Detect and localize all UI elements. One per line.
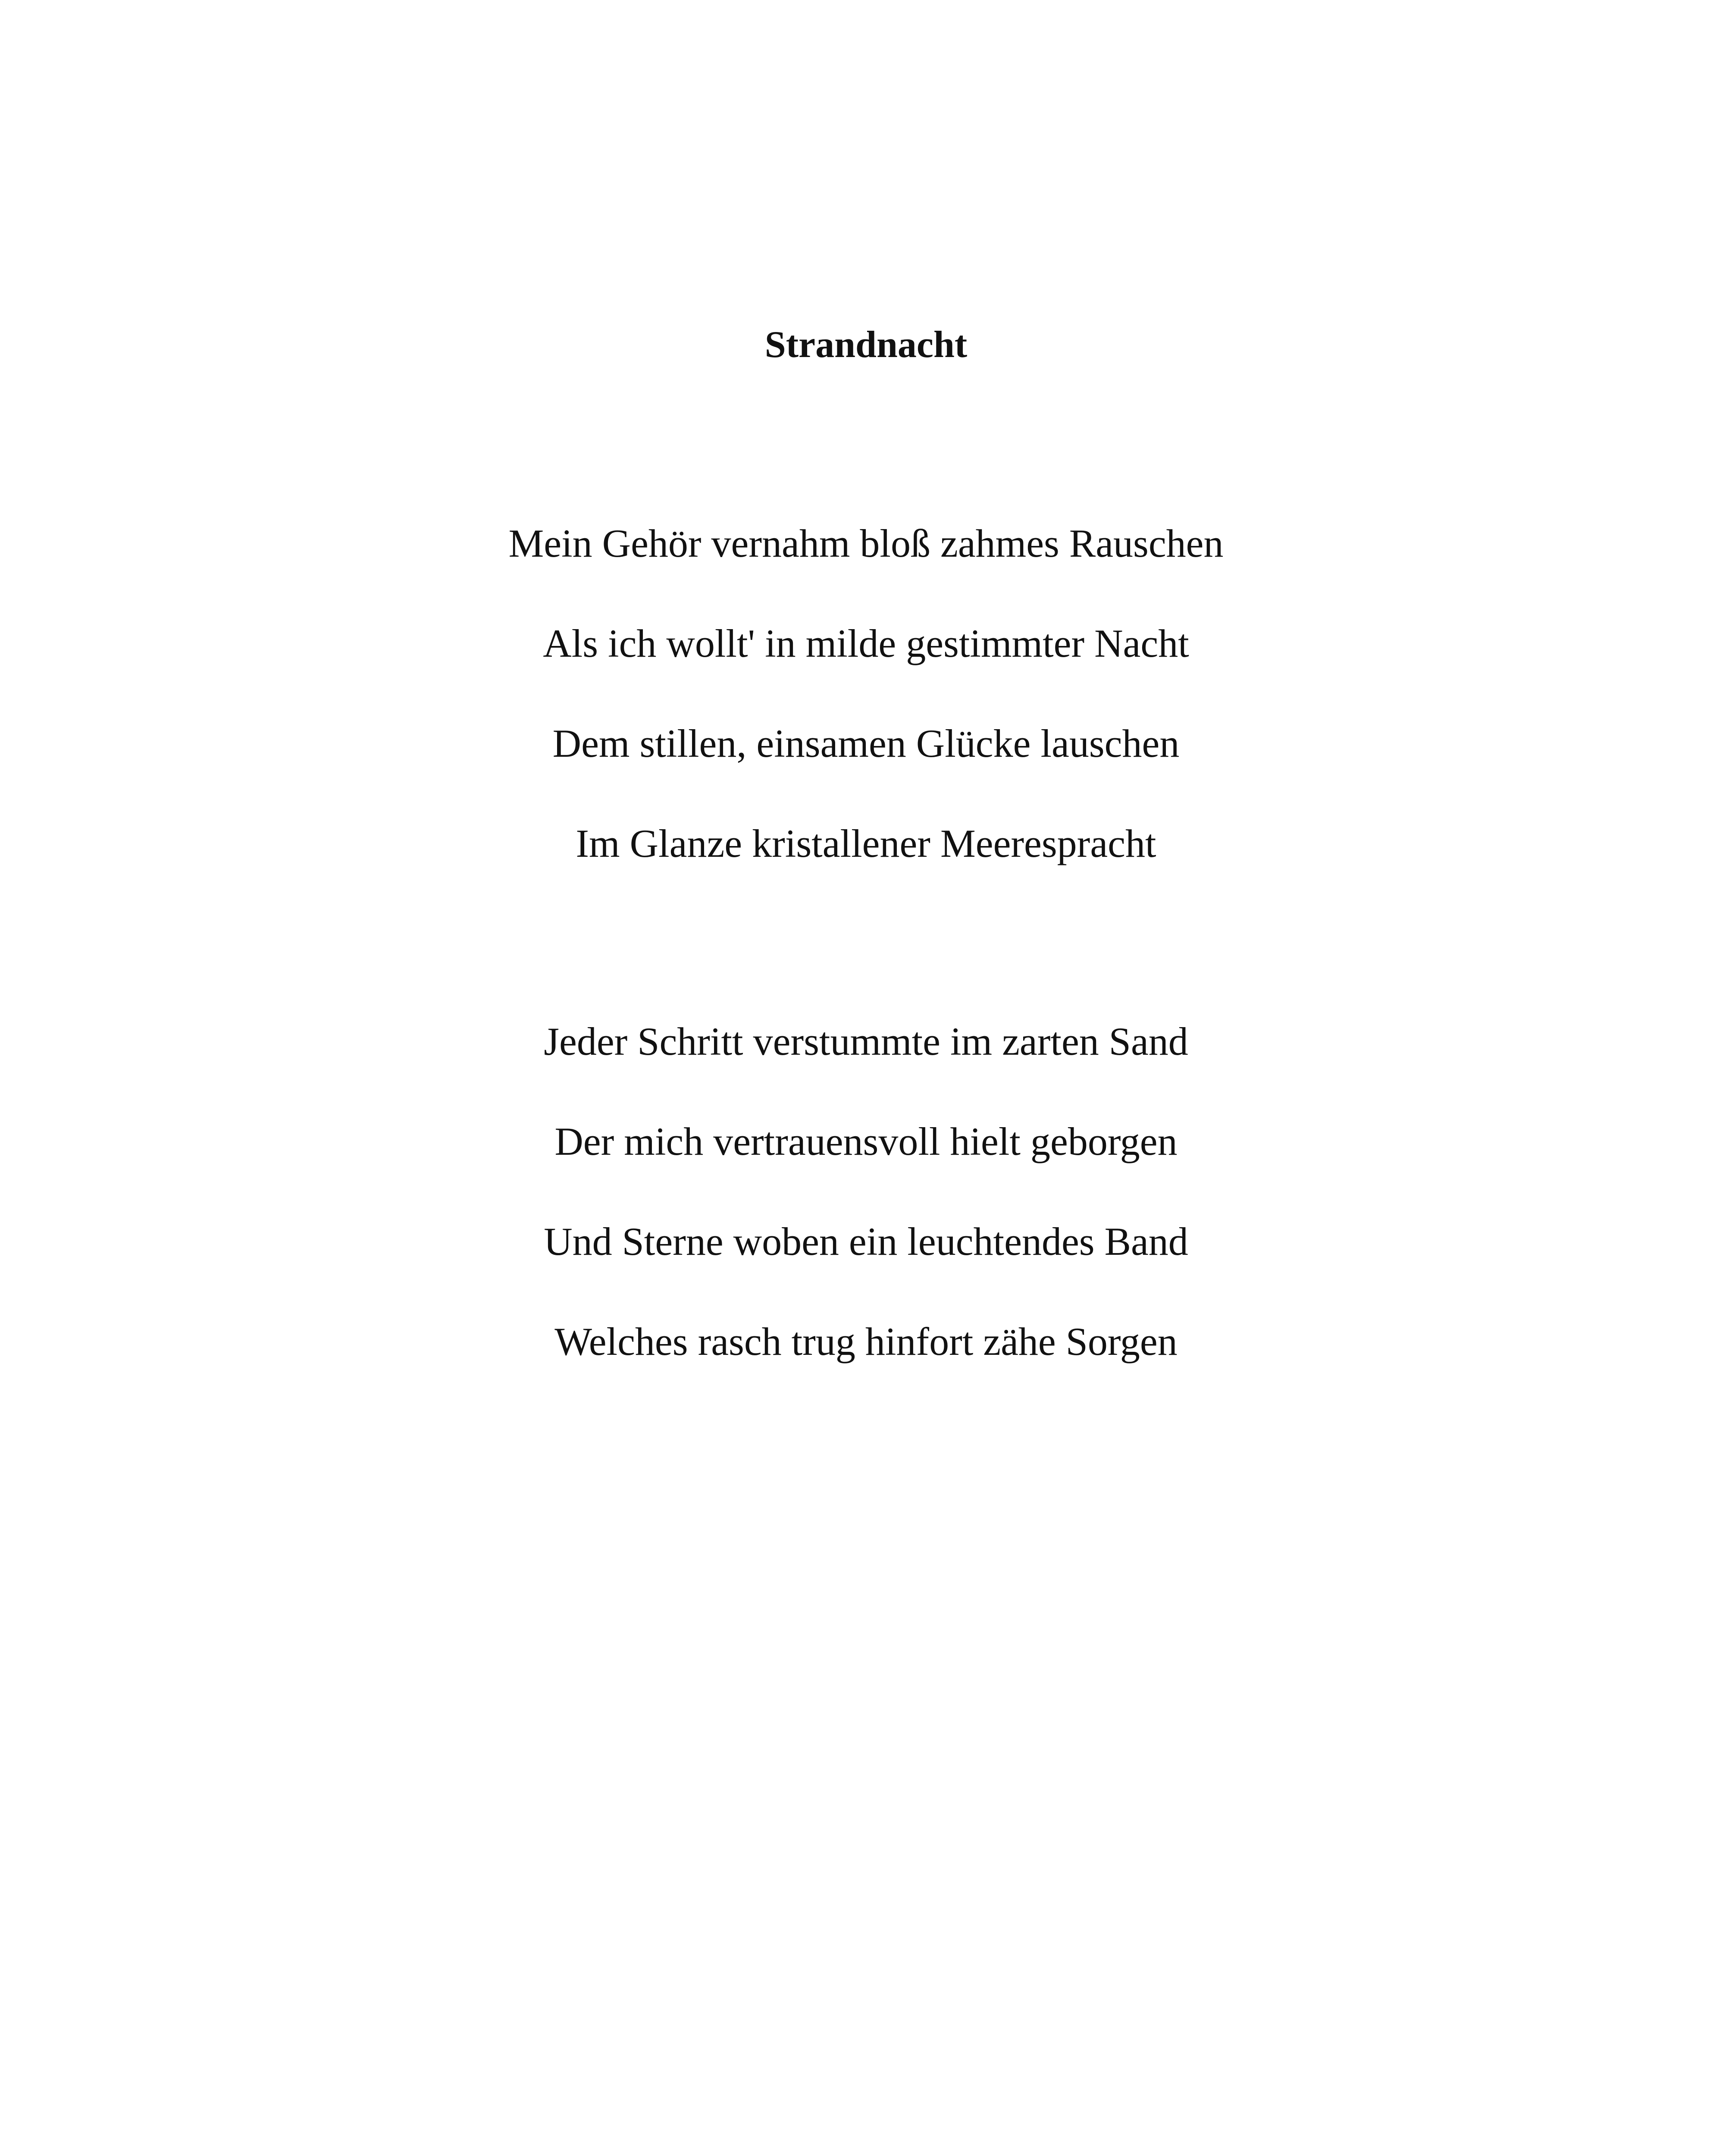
poem-line: Welches rasch trug hinfort zähe Sorgen [554,1319,1178,1363]
poem-line: Der mich vertrauensvoll hielt geborgen [554,1119,1178,1163]
poem-line: Im Glanze kristallener Meerespracht [576,821,1156,865]
stanza-2 [0,1015,1732,1416]
stanza-1 [0,517,1732,918]
poem-line: Dem stillen, einsamen Glücke lauschen [552,721,1180,765]
poem-line: Und Sterne woben ein leuchtendes Band [544,1219,1188,1263]
poem-line: Als ich wollt' in milde gestimmter Nacht [543,621,1189,665]
poem-title: Strandnacht [764,324,968,366]
poem-line: Mein Gehör vernahm bloß zahmes Rauschen [508,521,1224,565]
poem-line: Jeder Schritt verstummte im zarten Sand [544,1019,1188,1063]
